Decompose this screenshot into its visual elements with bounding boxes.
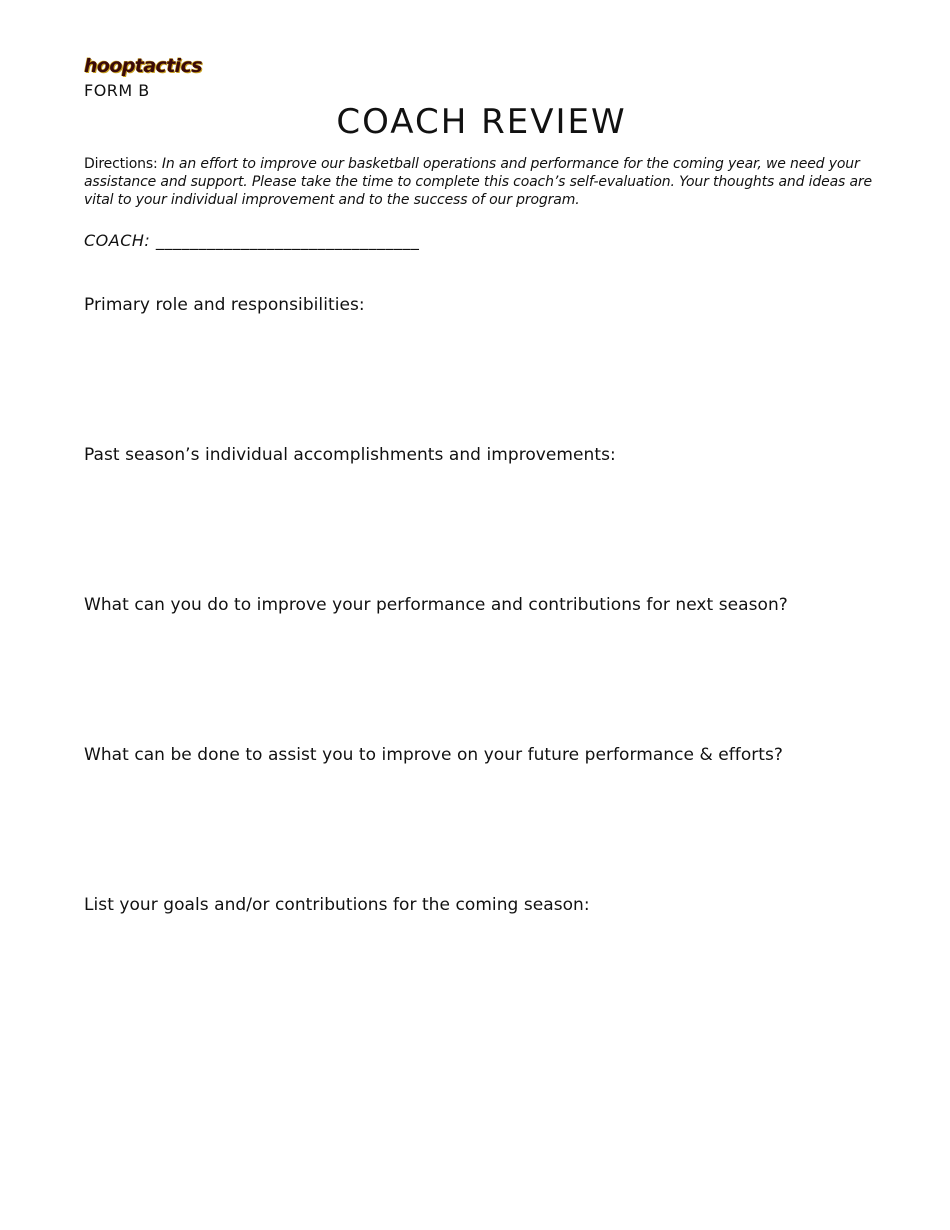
coach-blank-line[interactable]: _______________________________	[155, 231, 420, 250]
form-label: FORM B	[84, 81, 150, 100]
question-primary-role: Primary role and responsibilities:	[84, 295, 365, 315]
directions-label: Directions:	[84, 156, 162, 172]
hooptactics-logo: hooptactics	[84, 55, 202, 77]
question-past-accomplishments: Past season’s individual accomplishments and improvements:	[84, 445, 616, 465]
directions-paragraph	[84, 155, 874, 209]
coach-name-field[interactable]	[84, 231, 419, 251]
answer-area-primary-role[interactable]	[84, 322, 874, 442]
directions-body: In an effort to improve our basketball operations and performance for the coming year, we need your assistance and support. Please take the time to complete this coach’s self-evaluation. Your thoughts and ideas are vital to your individual improvement and to the success of our program.	[84, 156, 872, 208]
answer-area-past-accomplishments[interactable]	[84, 472, 874, 592]
answer-area-assistance[interactable]	[84, 772, 874, 892]
answer-area-goals[interactable]	[84, 922, 874, 1182]
question-goals: List your goals and/or contributions for the coming season:	[84, 895, 590, 915]
form-page	[84, 0, 874, 1230]
page-title: COACH REVIEW	[336, 102, 627, 142]
question-assistance: What can be done to assist you to improve on your future performance & efforts?	[84, 745, 784, 765]
answer-area-improve-performance[interactable]	[84, 622, 874, 742]
coach-label: COACH:	[84, 231, 156, 250]
question-improve-performance: What can you do to improve your performance and contributions for next season?	[84, 595, 788, 615]
